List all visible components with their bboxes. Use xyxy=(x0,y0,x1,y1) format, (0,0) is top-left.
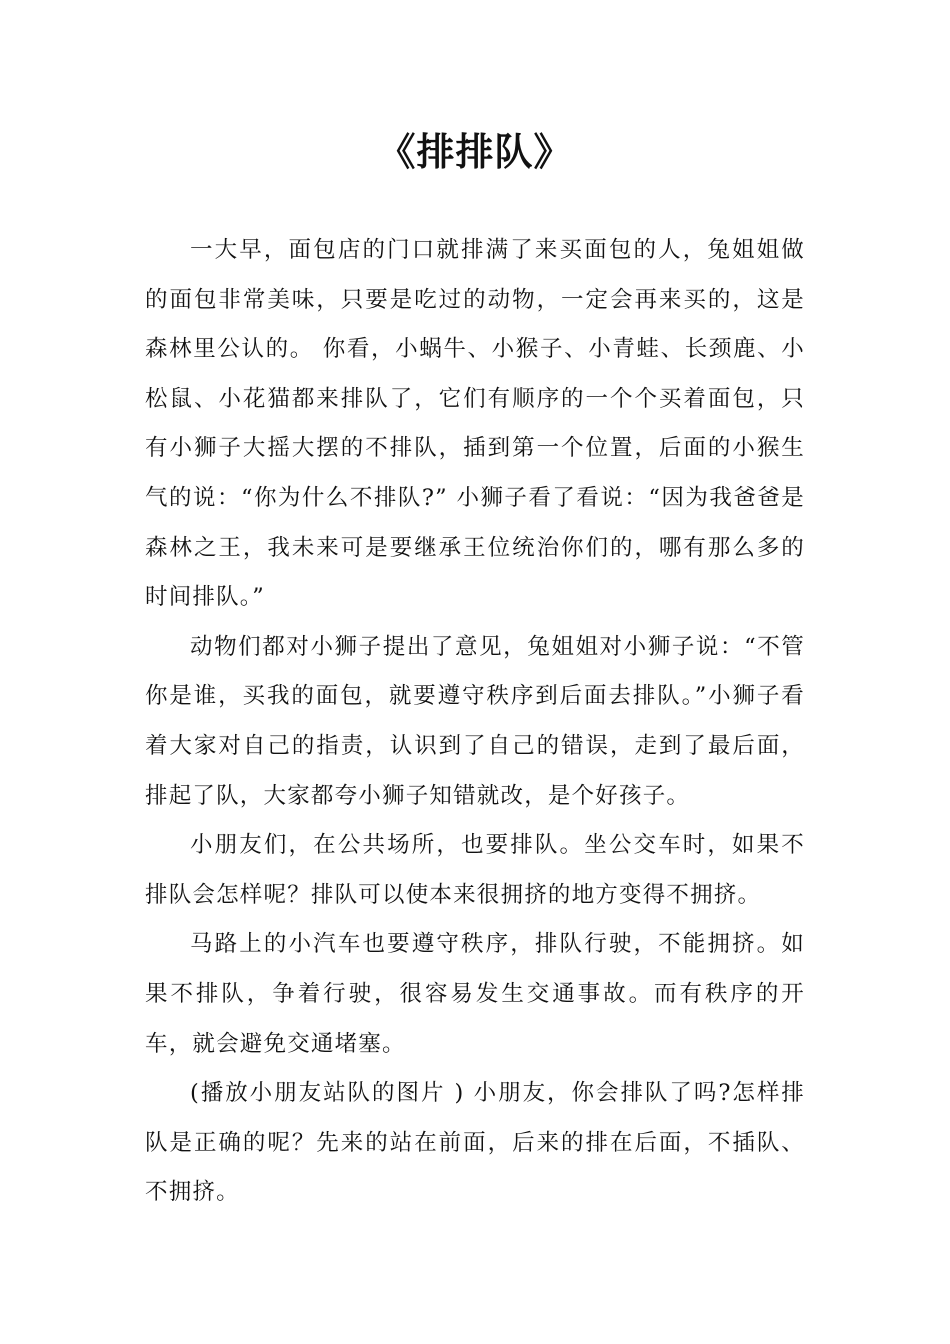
paragraph-1: 一大早，面包店的门口就排满了来买面包的人，兔姐姐做的面包非常美味，只要是吃过的动物，一定会再来买的，这是森林里公认的。 你看，小蜗牛、小猴子、小青蛙、长颈鹿、小松鼠、小花猫都来排队了，它们有顺序的一个个买着面包，只有小狮子大摇大摆的不排队，插到第一个位置，后面的小猴生气的说：“你为什么不排队?” 小狮子看了看说：“因为我爸爸是森林之王，我未来可是要继承王位统治你们的，哪有那么多的时间排队。” xyxy=(145,237,805,611)
paragraph-3: 小朋友们，在公共场所，也要排队。坐公交车时，如果不排队会怎样呢？排队可以使本来很拥挤的地方变得不拥挤。 xyxy=(145,832,805,908)
document-body xyxy=(145,226,805,1218)
paragraph-5: (播放小朋友站队的图片 ) 小朋友，你会排队了吗?怎样排队是正确的呢？先来的站在前面，后来的排在后面，不插队、不拥挤。 xyxy=(145,1080,805,1206)
paragraph-4: 马路上的小汽车也要遵守秩序，排队行驶，不能拥挤。如果不排队，争着行驶，很容易发生交通事故。而有秩序的开车，就会避免交通堵塞。 xyxy=(145,931,805,1057)
paragraph-2: 动物们都对小狮子提出了意见，兔姐姐对小狮子说：“不管你是谁，买我的面包，就要遵守秩序到后面去排队。”小狮子看着大家对自己的指责，认识到了自己的错误，走到了最后面，排起了队，大家都夸小狮子知错就改，是个好孩子。 xyxy=(145,633,805,809)
document-title: 《排排队》 xyxy=(377,130,573,174)
